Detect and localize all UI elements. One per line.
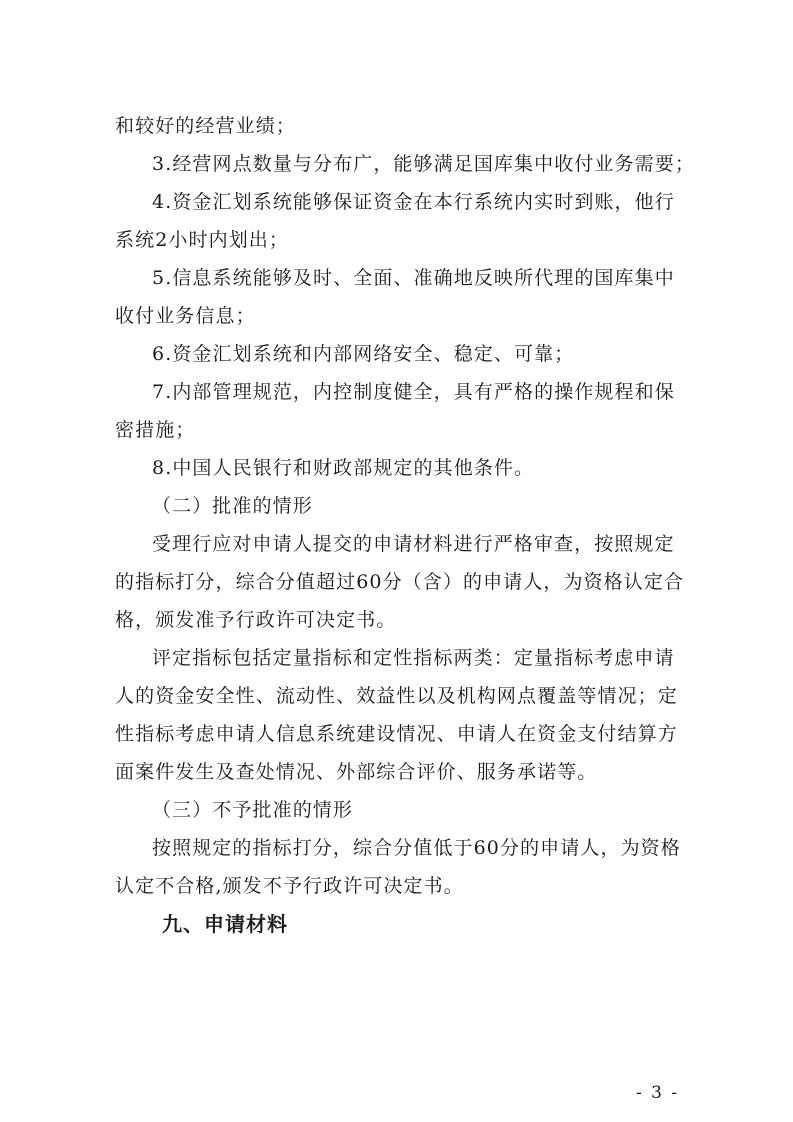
- text-line: 系统2小时内划出；: [115, 229, 289, 251]
- text-line: 7.内部管理规范，内控制度健全，具有严格的操作规程和保: [152, 381, 675, 403]
- text-line: 收付业务信息；: [115, 305, 256, 327]
- text-line: 4.资金汇划系统能够保证资金在本行系统内实时到账，他行: [152, 191, 675, 213]
- chapter-heading: 九、申请材料: [162, 912, 288, 936]
- text-line: 8.中国人民银行和财政部规定的其他条件。: [152, 457, 535, 479]
- page-number: - 3 -: [636, 1083, 680, 1103]
- text-line: 按照规定的指标打分，综合分值低于60分的申请人，为资格: [152, 837, 681, 859]
- text-line: 6.资金汇划系统和内部网络安全、稳定、可靠；: [152, 343, 575, 365]
- text-line: 3.经营网点数量与分布广，能够满足国库集中收付业务需要；: [152, 153, 695, 175]
- text-line: 评定指标包括定量指标和定性指标两类：定量指标考虑申请: [152, 647, 675, 669]
- text-line: 人的资金安全性、流动性、效益性以及机构网点覆盖等情况；定: [115, 685, 678, 707]
- section-heading: （二）批准的情形: [152, 495, 313, 517]
- text-line: 性指标考虑申请人信息系统建设情况、申请人在资金支付结算方: [115, 723, 678, 745]
- text-line: 5.信息系统能够及时、全面、准确地反映所代理的国库集中: [152, 267, 675, 289]
- text-line: 认定不合格,颁发不予行政许可决定书。: [115, 875, 464, 897]
- text-line: 和较好的经营业绩；: [115, 115, 296, 137]
- text-line: 密措施；: [115, 419, 196, 441]
- text-line: 受理行应对申请人提交的申请材料进行严格审查，按照规定: [152, 533, 675, 555]
- text-line: 面案件发生及查处情况、外部综合评价、服务承诺等。: [115, 761, 598, 783]
- text-line: 的指标打分，综合分值超过60分（含）的申请人，为资格认定合: [115, 571, 685, 593]
- text-line: 格，颁发准予行政许可决定书。: [115, 609, 397, 631]
- section-heading: （三）不予批准的情形: [152, 799, 354, 821]
